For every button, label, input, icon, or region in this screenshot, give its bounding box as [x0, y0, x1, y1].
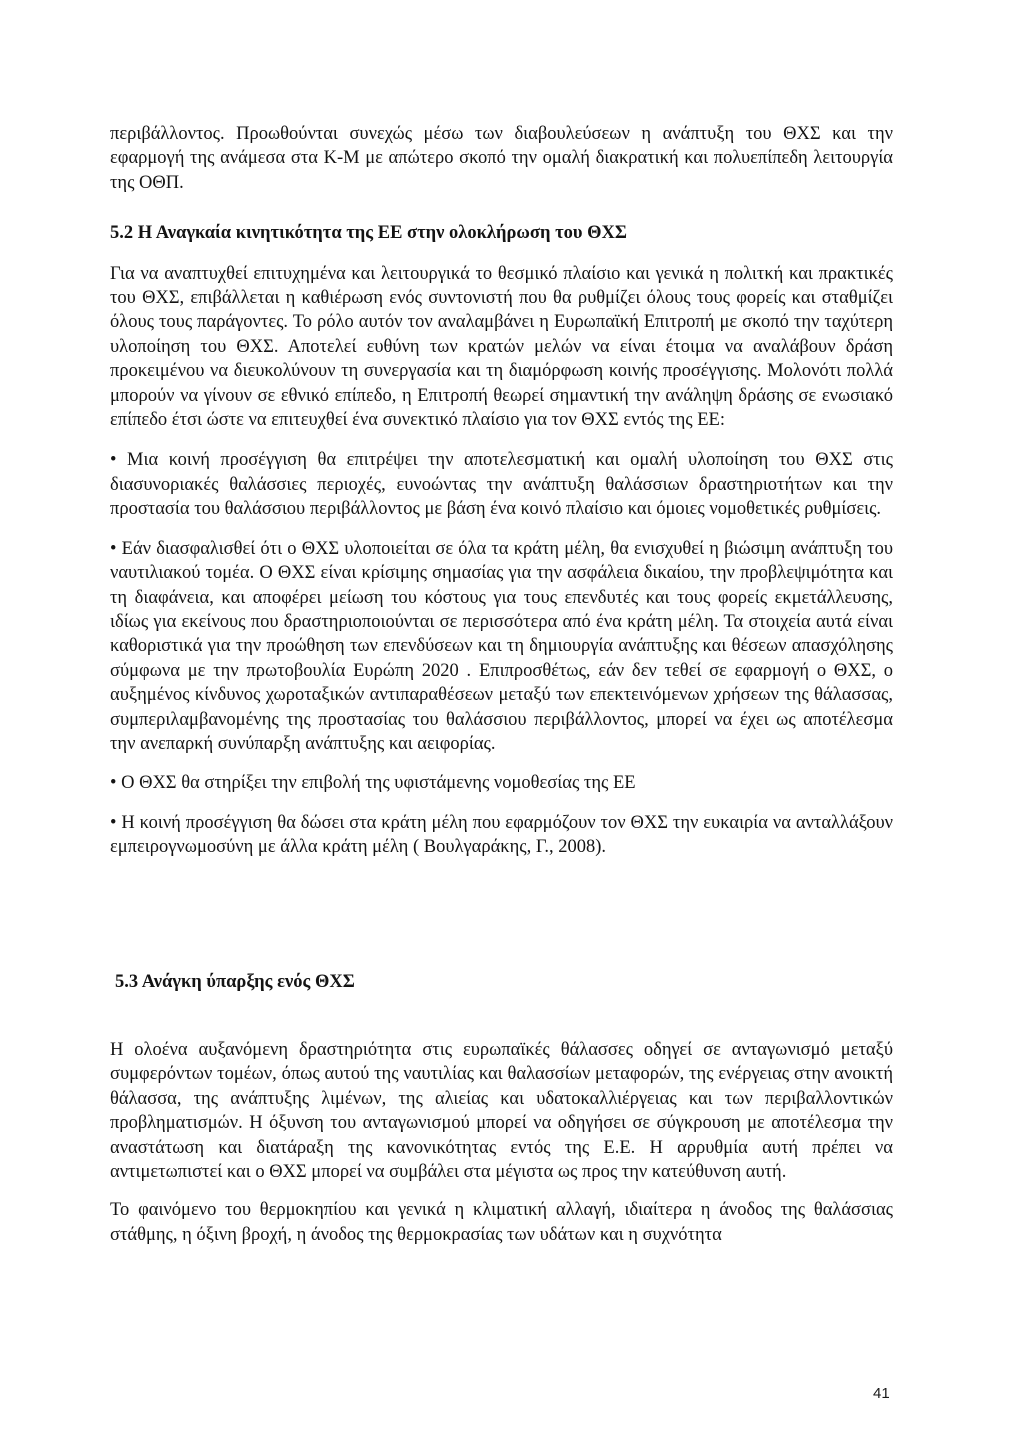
- section-5-3-paragraph-1: Η ολοένα αυξανόμενη δραστηριότητα στις ευρωπαϊκές θάλασσες οδηγεί σε ανταγωνισμό μεταξύ συμφερόντων τομέων, όπως αυτού της ναυτιλίας και θαλασσίων μεταφορών, της ενέργειας στην ανοικτή θάλασσα, της ανάπτυξης λιμένων, της αλιείας και υδατοκαλλιέργειας και των περιβαλλοντικών προβληματισμών. Η όξυνση του ανταγωνισμού μπορεί να οδηγήσει σε σύγκρουση με αποτέλεσμα την αναστάτωση και διατάραξη της κανονικότητας εντός της Ε.Ε. Η αρρυθμία αυτή πρέπει να αντιμετωπιστεί και ο ΘΧΣ μπορεί να συμβάλει στα μέγιστα ως προς την κατεύθυνση αυτή.: [110, 1039, 893, 1182]
- bullet-item-4: • Η κοινή προσέγγιση θα δώσει στα κράτη μέλη που εφαρμόζουν τον ΘΧΣ την ευκαιρία να ανταλλάξουν εμπειρογνωμοσύνη με άλλα κράτη μέλη ( Βουλγαράκης, Γ., 2008).: [110, 812, 893, 858]
- bullet-item-3: • Ο ΘΧΣ θα στηρίξει την επιβολή της υφιστάμενης νομοθεσίας της ΕΕ: [110, 773, 636, 794]
- section-5-2-paragraph: Για να αναπτυχθεί επιτυχημένα και λειτουργικά το θεσμικό πλαίσιο και γενικά η πολιτκή και πρακτικές του ΘΧΣ, επιβάλλεται η καθιέρωση ενός συντονιστή που θα ρυθμίζει όλους τους φορείς και σταθμίζει όλους τους παράγοντες. Το ρόλο αυτόν τον αναλαμβάνει η Ευρωπαϊκή Επιτροπή με σκοπό την ταχύτερη υλοποίηση του ΘΧΣ. Αποτελεί ευθύνη των κρατών μελών να είναι έτοιμα να αναλάβουν δράση προκειμένου να διευκολύνουν τη συνεργασία και τη διαμόρφωση κοινής προσέγγισης. Μολονότι πολλά μπορούν να γίνουν σε εθνικό επίπεδο, η Επιτροπή θεωρεί σημαντική την ανάληψη δράσης σε ενωσιακό επίπεδο έτσι ώστε να επιτευχθεί ένα συνεκτικό πλαίσιο για τον ΘΧΣ εντός της ΕΕ:: [110, 263, 893, 431]
- bullet-item-2: • Εάν διασφαλισθεί ότι ο ΘΧΣ υλοποιείται σε όλα τα κράτη μέλη, θα ενισχυθεί η βιώσιμη ανάπτυξη του ναυτιλιακού τομέα. Ο ΘΧΣ είναι κρίσιμης σημασίας για την ασφάλεια δικαίου, την προβλεψιμότητα και τη διαφάνεια, και αποφέρει μείωση του κόστους για τους επενδυτές και τους φορείς εκμετάλλευσης, ιδίως για εκείνους που δραστηριοποιούνται σε περισσότερα από ένα κράτη μέλη. Τα στοιχεία αυτά είναι καθοριστικά για την προώθηση των επενδύσεων και τη δημιουργία ανάπτυξης και θέσεων απασχόλησης σύμφωνα με την πρωτοβουλία Ευρώπη 2020 . Επιπροσθέτως, εάν δεν τεθεί σε εφαρμογή ο ΘΧΣ, ο αυξημένος κίνδυνος χωροταξικών αντιπαραθέσεων μεταξύ των επεκτεινόμενων χρήσεων της θάλασσας, συμπεριλαμβανομένης της προστασίας του θαλάσσιου περιβάλλοντος, μπορεί να έχει ως αποτέλεσμα την ανεπαρκή συνύπαρξη ανάπτυξης και αειφορίας.: [110, 538, 893, 754]
- document-page: [110, 122, 893, 1247]
- section-5-3-paragraph-2: Το φαινόμενο του θερμοκηπίου και γενικά η κλιματική αλλαγή, ιδιαίτερα η άνοδος της θαλάσσιας στάθμης, η όξινη βροχή, η άνοδος της θερμοκρασίας των υδάτων και η συχνότητα: [110, 1200, 893, 1245]
- bullet-item-1: • Μια κοινή προσέγγιση θα επιτρέψει την αποτελεσματική και ομαλή υλοποίηση του ΘΧΣ στις διασυνοριακές θαλάσσιες περιοχές, ευνοώντας την ανάπτυξη θαλάσσιων δραστηριοτήτων και την προστασία του θαλάσσιου περιβάλλοντος με βάση ένα κοινό πλαίσιο και όμοιες νομοθετικές ρυθμίσεις.: [110, 450, 893, 520]
- page-number: 41: [873, 1385, 890, 1402]
- section-heading-5-2: 5.2 Η Αναγκαία κινητικότητα της ΕΕ στην ολοκλήρωση του ΘΧΣ: [110, 223, 627, 244]
- section-heading-5-3: 5.3 Ανάγκη ύπαρξης ενός ΘΧΣ: [115, 971, 355, 992]
- intro-paragraph: περιβάλλοντος. Προωθούνται συνεχώς μέσω των διαβουλεύσεων η ανάπτυξη του ΘΧΣ και την εφαρμογή της ανάμεσα στα Κ-Μ με απώτερο σκοπό την ομαλή διακρατική και πολυεπίπεδη λειτουργία της ΟΘΠ.: [110, 124, 893, 193]
